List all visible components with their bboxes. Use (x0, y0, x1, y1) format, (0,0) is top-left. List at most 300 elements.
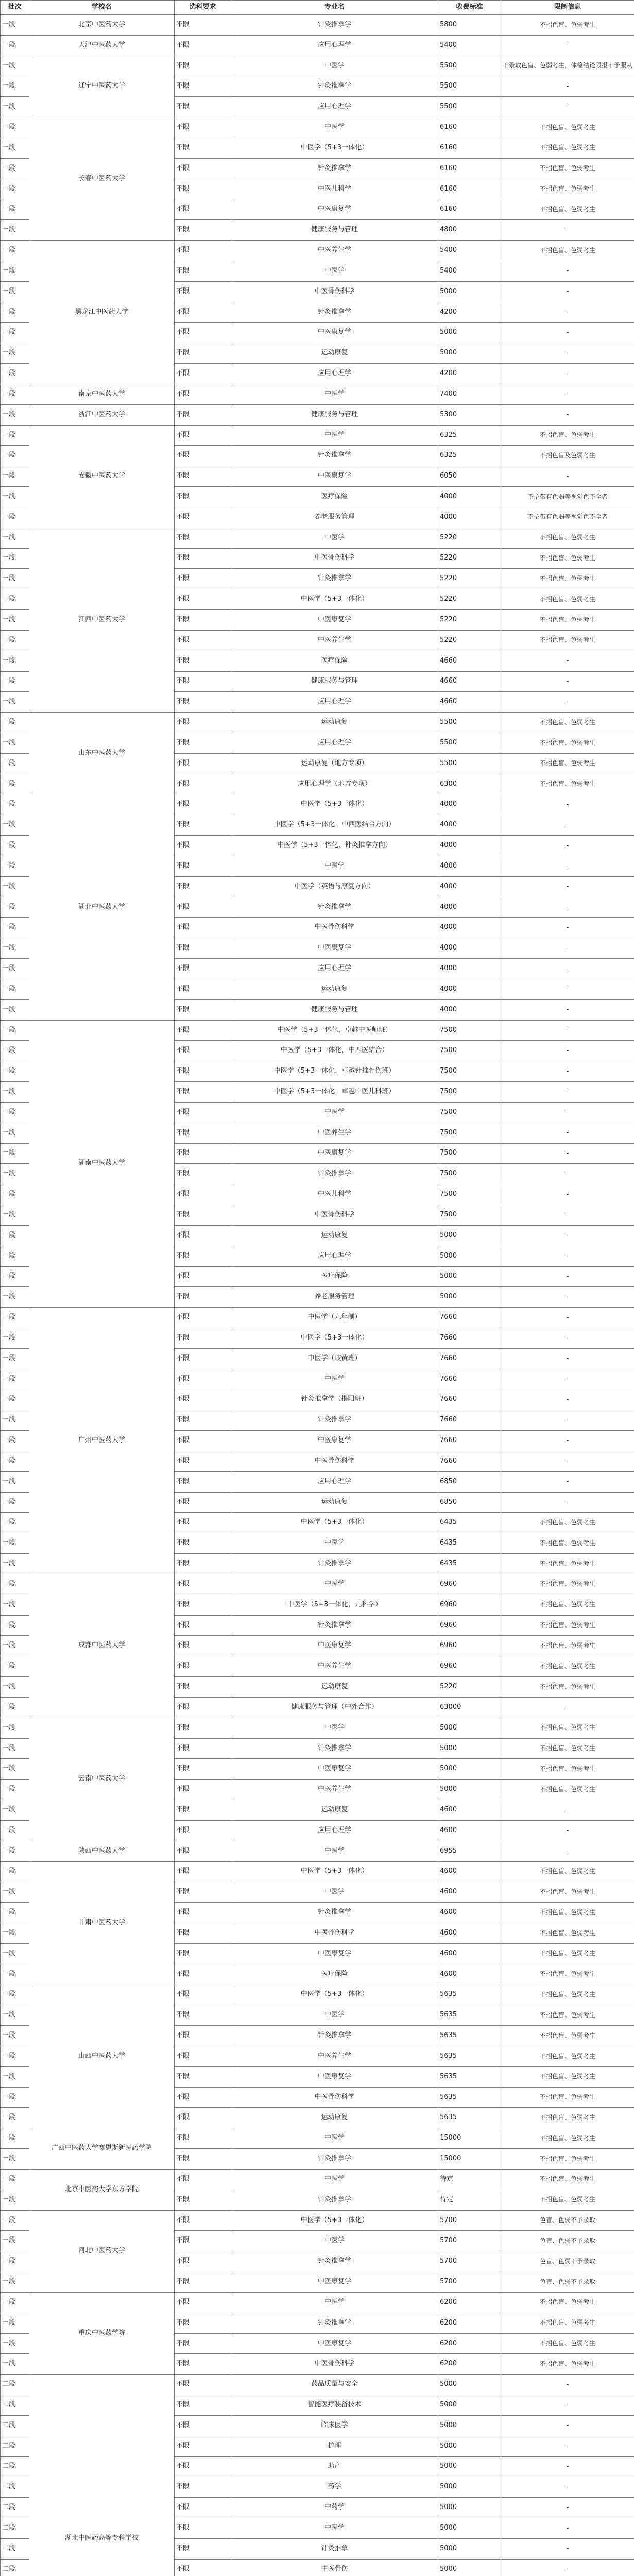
major-cell: 中医康复学 (231, 1143, 438, 1164)
subject-requirement-cell: 不限 (175, 897, 231, 918)
major-cell: 中医骨伤 (231, 2559, 438, 2576)
subject-requirement-cell: 不限 (175, 2498, 231, 2518)
batch-cell: 一段 (1, 2333, 29, 2354)
tuition-cell: 5000 (438, 343, 501, 364)
batch-cell: 一段 (1, 1780, 29, 1800)
tuition-cell: 5000 (438, 1738, 501, 1759)
subject-requirement-cell: 不限 (175, 548, 231, 569)
tuition-cell: 待定 (438, 2169, 501, 2190)
major-cell: 应用心理学 (231, 959, 438, 979)
restriction-cell: - (501, 323, 634, 343)
batch-cell: 一段 (1, 343, 29, 364)
subject-requirement-cell: 不限 (175, 1369, 231, 1389)
batch-cell: 一段 (1, 446, 29, 466)
tuition-cell: 7500 (438, 1164, 501, 1184)
major-cell: 应用心理学 (231, 35, 438, 56)
tuition-cell: 4660 (438, 651, 501, 671)
restriction-cell: 不招色盲、色弱考生 (501, 753, 634, 774)
batch-cell: 一段 (1, 1841, 29, 1861)
tuition-cell: 5000 (438, 2518, 501, 2539)
subject-requirement-cell: 不限 (175, 815, 231, 836)
major-cell: 健康服务与管理 (231, 999, 438, 1020)
subject-requirement-cell: 不限 (175, 1656, 231, 1677)
subject-requirement-cell: 不限 (175, 199, 231, 220)
subject-requirement-cell: 不限 (175, 733, 231, 753)
batch-cell: 一段 (1, 261, 29, 281)
restriction-cell: - (501, 281, 634, 302)
major-cell: 中医骨伤科学 (231, 2354, 438, 2375)
tuition-cell: 6160 (438, 117, 501, 138)
restriction-cell: 不招色盲、色弱考生 (501, 1882, 634, 1903)
restriction-cell: 不招色盲、色弱考生 (501, 774, 634, 794)
major-cell: 健康服务与管理 (231, 220, 438, 241)
restriction-cell: 不招色盲、色弱考生 (501, 158, 634, 179)
table-row (1, 2210, 634, 2231)
major-cell: 中医学 (231, 1533, 438, 1554)
restriction-cell: 不招色盲、色弱考生 (501, 2128, 634, 2149)
tuition-cell: 6960 (438, 1595, 501, 1615)
batch-cell: 一段 (1, 2149, 29, 2170)
subject-requirement-cell: 不限 (175, 2559, 231, 2576)
major-cell: 医疗保险 (231, 1964, 438, 1985)
batch-cell: 二段 (1, 2375, 29, 2395)
tuition-cell: 7660 (438, 1451, 501, 1471)
tuition-cell: 4600 (438, 1964, 501, 1985)
batch-cell: 一段 (1, 220, 29, 241)
major-cell: 中医康复学 (231, 466, 438, 487)
major-cell: 中医养生学 (231, 630, 438, 651)
tuition-cell: 4000 (438, 507, 501, 528)
header-major: 专业名 (231, 1, 438, 15)
restriction-cell: 不招色盲、色弱考生 (501, 2005, 634, 2026)
table-row (1, 2375, 634, 2395)
major-cell: 运动康复 (231, 979, 438, 999)
batch-cell: 一段 (1, 302, 29, 323)
subject-requirement-cell: 不限 (175, 610, 231, 631)
batch-cell: 一段 (1, 117, 29, 138)
major-cell: 医疗保险 (231, 1266, 438, 1287)
restriction-cell: 不招色盲、色弱考生 (501, 1759, 634, 1780)
batch-cell: 一段 (1, 2190, 29, 2210)
restriction-cell: - (501, 76, 634, 97)
major-cell: 中医学（岐黄班） (231, 1348, 438, 1369)
restriction-cell: - (501, 97, 634, 117)
tuition-cell: 7500 (438, 1041, 501, 1061)
tuition-cell: 7500 (438, 1102, 501, 1123)
tuition-cell: 4000 (438, 938, 501, 959)
major-cell: 中医学（九年制） (231, 1308, 438, 1328)
major-cell: 应用心理学 (231, 1246, 438, 1266)
tuition-cell: 4600 (438, 1820, 501, 1841)
table-row (1, 425, 634, 446)
tuition-cell: 4200 (438, 302, 501, 323)
tuition-cell: 6200 (438, 2354, 501, 2375)
major-cell: 针灸推拿学 (231, 569, 438, 589)
batch-cell: 二段 (1, 2415, 29, 2436)
tuition-cell: 5000 (438, 281, 501, 302)
batch-cell: 一段 (1, 199, 29, 220)
tuition-cell: 7500 (438, 1020, 501, 1041)
major-cell: 健康服务与管理 (231, 404, 438, 425)
subject-requirement-cell: 不限 (175, 836, 231, 856)
major-cell: 中医儿科学 (231, 179, 438, 199)
tuition-cell: 5635 (438, 2087, 501, 2108)
subject-requirement-cell: 不限 (175, 1266, 231, 1287)
batch-cell: 一段 (1, 610, 29, 631)
major-cell: 针灸推拿学 (231, 1164, 438, 1184)
restriction-cell: 不招色盲、色弱考生 (501, 569, 634, 589)
batch-cell: 一段 (1, 651, 29, 671)
major-cell: 中医学（5+3一体化，儿科学） (231, 1595, 438, 1615)
restriction-cell: - (501, 918, 634, 938)
batch-cell: 一段 (1, 1882, 29, 1903)
tuition-cell: 6850 (438, 1471, 501, 1492)
major-cell: 中医学（5+3一体化） (231, 2210, 438, 2231)
major-cell: 中医康复学 (231, 938, 438, 959)
tuition-cell: 5500 (438, 97, 501, 117)
tuition-cell: 5400 (438, 35, 501, 56)
school-name-cell: 辽宁中医药大学 (29, 56, 175, 117)
major-cell: 中医学（5+3一体化，中西医结合方向） (231, 815, 438, 836)
batch-cell: 一段 (1, 404, 29, 425)
subject-requirement-cell: 不限 (175, 692, 231, 713)
restriction-cell: 不招色盲、色弱考生 (501, 117, 634, 138)
restriction-cell: - (501, 302, 634, 323)
major-cell: 针灸推拿学 (231, 2313, 438, 2333)
restriction-cell: - (501, 1082, 634, 1103)
restriction-cell: - (501, 2395, 634, 2416)
tuition-cell: 5635 (438, 2046, 501, 2066)
restriction-cell: - (501, 1061, 634, 1082)
restriction-cell: - (501, 1246, 634, 1266)
subject-requirement-cell: 不限 (175, 2538, 231, 2559)
batch-cell: 一段 (1, 1266, 29, 1287)
major-cell: 中医康复学 (231, 2066, 438, 2087)
batch-cell: 一段 (1, 1061, 29, 1082)
batch-cell: 一段 (1, 97, 29, 117)
restriction-cell: - (501, 1492, 634, 1513)
major-cell: 中医康复学 (231, 1943, 438, 1964)
restriction-cell: - (501, 1143, 634, 1164)
table-row (1, 2128, 634, 2149)
subject-requirement-cell: 不限 (175, 302, 231, 323)
school-name-cell: 北京中医药大学东方学院 (29, 2169, 175, 2210)
tuition-cell: 5000 (438, 1780, 501, 1800)
tuition-cell: 7660 (438, 1389, 501, 1410)
batch-cell: 一段 (1, 836, 29, 856)
table-body (1, 15, 634, 2576)
restriction-cell: 不招色盲、色弱考生 (501, 179, 634, 199)
tuition-cell: 4000 (438, 487, 501, 507)
tuition-cell: 5000 (438, 1759, 501, 1780)
tuition-cell: 4600 (438, 1800, 501, 1821)
restriction-cell: 不招色盲、色弱考生 (501, 2292, 634, 2313)
tuition-cell: 4600 (438, 1861, 501, 1882)
restriction-cell: - (501, 1369, 634, 1389)
batch-cell: 一段 (1, 979, 29, 999)
batch-cell: 一段 (1, 241, 29, 261)
table-row (1, 241, 634, 261)
batch-cell: 一段 (1, 1943, 29, 1964)
subject-requirement-cell: 不限 (175, 856, 231, 876)
table-row (1, 1020, 634, 1041)
tuition-cell: 5500 (438, 713, 501, 733)
tuition-cell: 5400 (438, 261, 501, 281)
batch-cell: 一段 (1, 1410, 29, 1431)
major-cell: 中医养生学 (231, 1780, 438, 1800)
major-cell: 中医学 (231, 56, 438, 76)
major-cell: 中医学 (231, 1841, 438, 1861)
tuition-cell: 5000 (438, 1246, 501, 1266)
school-name-cell: 北京中医药大学 (29, 15, 175, 36)
restriction-cell: 不招色盲、色弱考生 (501, 1718, 634, 1738)
subject-requirement-cell: 不限 (175, 1697, 231, 1718)
restriction-cell: 不招色盲、色弱考生 (501, 1595, 634, 1615)
subject-requirement-cell: 不限 (175, 2251, 231, 2272)
batch-cell: 一段 (1, 1348, 29, 1369)
tuition-cell: 6160 (438, 199, 501, 220)
major-cell: 应用心理学 (231, 97, 438, 117)
subject-requirement-cell: 不限 (175, 1800, 231, 1821)
tuition-cell: 6955 (438, 1841, 501, 1861)
major-cell: 中医学（英语与康复方向） (231, 876, 438, 897)
batch-cell: 一段 (1, 2046, 29, 2066)
batch-cell: 一段 (1, 733, 29, 753)
batch-cell: 一段 (1, 2231, 29, 2251)
subject-requirement-cell: 不限 (175, 1677, 231, 1698)
major-cell: 中医学（5+3一体化） (231, 1328, 438, 1349)
batch-cell: 一段 (1, 1800, 29, 1821)
major-cell: 中医学 (231, 528, 438, 548)
subject-requirement-cell: 不限 (175, 1820, 231, 1841)
major-cell: 中医学（5+3一体化，针灸推拿方向） (231, 836, 438, 856)
batch-cell: 一段 (1, 1041, 29, 1061)
subject-requirement-cell: 不限 (175, 2333, 231, 2354)
restriction-cell: - (501, 856, 634, 876)
subject-requirement-cell: 不限 (175, 1841, 231, 1861)
tuition-cell: 7660 (438, 1410, 501, 1431)
tuition-cell: 4000 (438, 979, 501, 999)
restriction-cell: - (501, 815, 634, 836)
subject-requirement-cell: 不限 (175, 2066, 231, 2087)
major-cell: 运动康复 (231, 1677, 438, 1698)
major-cell: 中医学 (231, 261, 438, 281)
tuition-cell: 5000 (438, 2498, 501, 2518)
subject-requirement-cell: 不限 (175, 528, 231, 548)
restriction-cell: - (501, 999, 634, 1020)
restriction-cell: 不招色盲、色弱考生 (501, 610, 634, 631)
major-cell: 运动康复 (231, 343, 438, 364)
table-row (1, 384, 634, 404)
batch-cell: 一段 (1, 2005, 29, 2026)
tuition-cell: 待定 (438, 2190, 501, 2210)
subject-requirement-cell: 不限 (175, 364, 231, 384)
restriction-cell: 不招带有色弱等视觉色不全者 (501, 487, 634, 507)
subject-requirement-cell: 不限 (175, 1615, 231, 1636)
subject-requirement-cell: 不限 (175, 2128, 231, 2149)
tuition-cell: 7500 (438, 1184, 501, 1205)
major-cell: 中医学（5+3一体化） (231, 1513, 438, 1533)
major-cell: 中医骨伤科学 (231, 281, 438, 302)
major-cell: 中医骨伤科学 (231, 1923, 438, 1944)
subject-requirement-cell: 不限 (175, 220, 231, 241)
subject-requirement-cell: 不限 (175, 2005, 231, 2026)
school-name-cell: 陕西中医药大学 (29, 1841, 175, 1861)
tuition-cell: 5635 (438, 2005, 501, 2026)
subject-requirement-cell: 不限 (175, 1308, 231, 1328)
school-name-cell: 长春中医药大学 (29, 117, 175, 241)
batch-cell: 二段 (1, 2436, 29, 2456)
restriction-cell: - (501, 220, 634, 241)
batch-cell: 一段 (1, 999, 29, 1020)
school-name-cell: 广州中医药大学 (29, 1308, 175, 1574)
tuition-cell: 4000 (438, 794, 501, 815)
batch-cell: 一段 (1, 1082, 29, 1103)
major-cell: 中医学 (231, 1102, 438, 1123)
subject-requirement-cell: 不限 (175, 1923, 231, 1944)
batch-cell: 一段 (1, 2087, 29, 2108)
restriction-cell: - (501, 1164, 634, 1184)
restriction-cell: 不招色盲、色弱考生 (501, 2026, 634, 2046)
restriction-cell: 不招色盲、色弱考生 (501, 2333, 634, 2354)
restriction-cell: 色盲、色弱不予录取 (501, 2231, 634, 2251)
subject-requirement-cell: 不限 (175, 589, 231, 610)
tuition-cell: 6050 (438, 466, 501, 487)
major-cell: 智能医疗装备技术 (231, 2395, 438, 2416)
major-cell: 运动康复 (231, 713, 438, 733)
restriction-cell: 不招色盲、色弱考生 (501, 630, 634, 651)
subject-requirement-cell: 不限 (175, 2395, 231, 2416)
subject-requirement-cell: 不限 (175, 918, 231, 938)
major-cell: 中医学（5+3一体化，卓越中医儿科班） (231, 1082, 438, 1103)
batch-cell: 一段 (1, 856, 29, 876)
tuition-cell: 7660 (438, 1348, 501, 1369)
tuition-cell: 4000 (438, 815, 501, 836)
major-cell: 应用心理学（地方专项） (231, 774, 438, 794)
restriction-cell: - (501, 1205, 634, 1226)
tuition-cell: 7500 (438, 1205, 501, 1226)
batch-cell: 一段 (1, 1471, 29, 1492)
school-name-cell: 山东中医药大学 (29, 713, 175, 794)
restriction-cell: 不招色盲、色弱考生 (501, 199, 634, 220)
tuition-cell: 5635 (438, 2066, 501, 2087)
subject-requirement-cell: 不限 (175, 1861, 231, 1882)
restriction-cell: 不招色盲、色弱考生 (501, 713, 634, 733)
major-cell: 中医学（5+3一体化，卓越中医师班） (231, 1020, 438, 1041)
subject-requirement-cell: 不限 (175, 76, 231, 97)
subject-requirement-cell: 不限 (175, 630, 231, 651)
subject-requirement-cell: 不限 (175, 1985, 231, 2005)
tuition-cell: 5700 (438, 2210, 501, 2231)
tuition-cell: 5000 (438, 2436, 501, 2456)
restriction-cell: - (501, 343, 634, 364)
subject-requirement-cell: 不限 (175, 876, 231, 897)
major-cell: 运动康复 (231, 1800, 438, 1821)
subject-requirement-cell: 不限 (175, 1451, 231, 1471)
subject-requirement-cell: 不限 (175, 1882, 231, 1903)
subject-requirement-cell: 不限 (175, 2518, 231, 2539)
header-tuition: 收费标准 (438, 1, 501, 15)
subject-requirement-cell: 不限 (175, 1903, 231, 1923)
restriction-cell: - (501, 1471, 634, 1492)
subject-requirement-cell: 不限 (175, 158, 231, 179)
batch-cell: 一段 (1, 1903, 29, 1923)
tuition-cell: 7500 (438, 1082, 501, 1103)
table-row (1, 1574, 634, 1595)
restriction-cell: 不招带有色弱等视觉色不全者 (501, 507, 634, 528)
tuition-cell: 4000 (438, 836, 501, 856)
restriction-cell: - (501, 1328, 634, 1349)
tuition-cell: 5000 (438, 2456, 501, 2477)
subject-requirement-cell: 不限 (175, 241, 231, 261)
table-row (1, 404, 634, 425)
batch-cell: 一段 (1, 1389, 29, 1410)
subject-requirement-cell: 不限 (175, 35, 231, 56)
major-cell: 中医康复学 (231, 1431, 438, 1451)
batch-cell: 一段 (1, 1143, 29, 1164)
restriction-cell: - (501, 2518, 634, 2539)
batch-cell: 一段 (1, 2066, 29, 2087)
major-cell: 中医康复学 (231, 1759, 438, 1780)
tuition-cell: 4660 (438, 671, 501, 692)
subject-requirement-cell: 不限 (175, 1205, 231, 1226)
restriction-cell: 不招色盲、色弱考生 (501, 1677, 634, 1698)
batch-cell: 一段 (1, 753, 29, 774)
batch-cell: 一段 (1, 918, 29, 938)
batch-cell: 一段 (1, 1020, 29, 1041)
subject-requirement-cell: 不限 (175, 384, 231, 404)
restriction-cell: - (501, 2538, 634, 2559)
restriction-cell: - (501, 466, 634, 487)
batch-cell: 一段 (1, 1492, 29, 1513)
restriction-cell: 不招色盲、色弱考生 (501, 1780, 634, 1800)
tuition-cell: 5500 (438, 753, 501, 774)
tuition-cell: 6200 (438, 2333, 501, 2354)
batch-cell: 一段 (1, 959, 29, 979)
subject-requirement-cell: 不限 (175, 2415, 231, 2436)
batch-cell: 一段 (1, 1225, 29, 1246)
tuition-cell: 5220 (438, 589, 501, 610)
major-cell: 中药学 (231, 2498, 438, 2518)
major-cell: 中医学 (231, 1882, 438, 1903)
restriction-cell: 不招色盲、色弱考生 (501, 1903, 634, 1923)
major-cell: 中医学 (231, 2005, 438, 2026)
school-name-cell: 江西中医药大学 (29, 528, 175, 712)
restriction-cell: 不招色盲、色弱考生 (501, 2354, 634, 2375)
major-cell: 运动康复 (231, 1225, 438, 1246)
batch-cell: 一段 (1, 507, 29, 528)
major-cell: 应用心理学 (231, 733, 438, 753)
restriction-cell: 不录取色盲、色弱考生，体检结论限报不予服从 (501, 56, 634, 76)
restriction-cell: 不招色盲、色弱考生 (501, 138, 634, 158)
batch-cell: 一段 (1, 2251, 29, 2272)
restriction-cell: 不招色盲、色弱考生 (501, 425, 634, 446)
major-cell: 养老服务管理 (231, 507, 438, 528)
subject-requirement-cell: 不限 (175, 2210, 231, 2231)
tuition-cell: 7660 (438, 1308, 501, 1328)
batch-cell: 一段 (1, 2169, 29, 2190)
batch-cell: 一段 (1, 179, 29, 199)
batch-cell: 一段 (1, 1718, 29, 1738)
table-row (1, 1861, 634, 1882)
major-cell: 应用心理学 (231, 1820, 438, 1841)
major-cell: 针灸推拿学 (231, 2251, 438, 2272)
subject-requirement-cell: 不限 (175, 794, 231, 815)
restriction-cell: 不招色盲、色弱考生 (501, 1554, 634, 1574)
subject-requirement-cell: 不限 (175, 1287, 231, 1308)
subject-requirement-cell: 不限 (175, 1964, 231, 1985)
tuition-cell: 5000 (438, 2559, 501, 2576)
